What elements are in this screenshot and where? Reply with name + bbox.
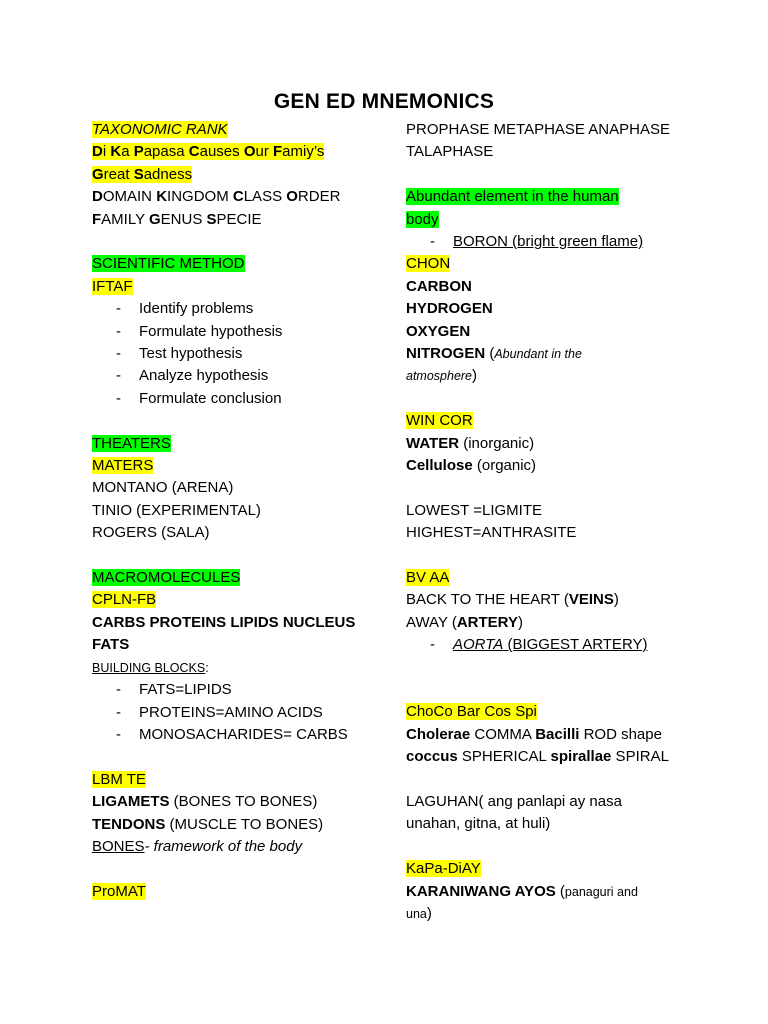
initial-letter: F [273, 143, 283, 161]
theaters-code: MATERS [92, 457, 154, 475]
taxonomic-mnemonic-line2 [92, 166, 192, 183]
macromolecules-bold-line: CARBS PROTEINS LIPIDS NUCLEUS [92, 613, 356, 631]
abundant-heading: Abundant element in the human [406, 188, 619, 206]
choco-code: ChoCo Bar Cos Spi [406, 703, 537, 721]
coccus-term: coccus [406, 748, 458, 766]
initial-letter: G [92, 165, 104, 183]
bones-desc: - framework of the body [144, 837, 303, 855]
back-text: BACK TO THE HEART ( [406, 591, 569, 609]
spiral-text: SPIRAL [611, 748, 669, 766]
word-rest: reat [103, 165, 134, 183]
initial-letter: C [188, 143, 200, 161]
cholerae-term: Cholerae [406, 725, 471, 743]
word-rest: auses [199, 143, 244, 161]
taxonomic-heading: TAXONOMIC RANK [92, 121, 228, 138]
initial-letter: K [156, 188, 168, 206]
word-rest: PECIE [216, 210, 262, 228]
word-rest: i [102, 143, 111, 161]
theaters-heading: THEATERS [92, 434, 171, 452]
bones-term: BONES [92, 837, 145, 855]
initial-letter: S [206, 210, 217, 228]
laguhan-line2: unahan, gitna, at huli) [406, 815, 551, 833]
taxonomic-mnemonic [92, 143, 324, 160]
macromolecules-heading: MACROMOLECULES [92, 569, 241, 587]
karaniwang-note: panaguri and [564, 884, 638, 899]
boron-item: BORON (bright green flame) [453, 233, 644, 251]
ligaments-term: LIGAMETS [92, 793, 170, 811]
initial-letter: O [243, 143, 256, 161]
nitrogen-note-line2: atmosphere [406, 369, 473, 384]
veins-term: VEINS [568, 591, 614, 609]
abundant-heading-line2: body [406, 210, 439, 228]
bvaa-code: BV AA [406, 569, 450, 587]
list-item: - Formulate hypothesis [92, 321, 382, 343]
initial-letter: D [92, 143, 103, 161]
left-column [92, 119, 382, 903]
lbm-code: LBM TE [92, 770, 146, 788]
taxonomic-expansion-line2 [92, 209, 382, 231]
initial-letter: C [232, 188, 244, 206]
initial-letter: D [92, 188, 103, 206]
text-line: TINIO (EXPERIMENTAL) [92, 501, 261, 519]
word-rest: LASS [243, 188, 287, 206]
word-rest: OMAIN [102, 188, 157, 206]
ligaments-desc: (BONES TO BONES) [169, 793, 318, 811]
water-desc: (inorganic) [459, 434, 535, 452]
initial-letter: S [133, 165, 144, 183]
paren: ) [472, 367, 478, 385]
tendons-term: TENDONS [92, 815, 166, 833]
word-rest: apasa [143, 143, 189, 161]
initial-letter: P [133, 143, 144, 161]
initial-letter: O [286, 188, 298, 206]
right-column [406, 119, 706, 926]
paren: ( [555, 882, 565, 900]
comma-text: COMMA [470, 725, 536, 743]
macromolecules-code: CPLN-FB [92, 591, 157, 609]
highest-line: HIGHEST=ANTHRASITE [406, 524, 577, 542]
macromolecules-bold-line2: FATS [92, 636, 130, 654]
tendons-desc: (MUSCLE TO BONES) [165, 815, 324, 833]
lowest-line: LOWEST =LIGMITE [406, 501, 543, 519]
bacilli-term: Bacilli [535, 725, 580, 743]
word-rest: AMILY [101, 210, 149, 228]
paren: ) [613, 591, 619, 609]
spherical-text: SPHERICAL [457, 748, 551, 766]
word-rest: INGDOM [167, 188, 233, 206]
chon-code: CHON [406, 255, 451, 273]
aorta-term: AORTA [453, 636, 504, 654]
word-rest: RDER [297, 188, 341, 206]
carbon-term: CARBON [406, 277, 472, 295]
text-line: ROGERS (SALA) [92, 524, 210, 542]
nitrogen-term: NITROGEN [406, 345, 486, 363]
away-text: AWAY ( [406, 613, 457, 631]
text-line: MONTANO (ARENA) [92, 479, 234, 497]
word-rest: a [121, 143, 134, 161]
spirallae-term: spirallae [550, 748, 612, 766]
word-rest: amiy’s [282, 143, 325, 161]
cellulose-desc: (organic) [472, 457, 537, 475]
initial-letter: K [110, 143, 122, 161]
taxonomic-expansion [92, 186, 382, 208]
paren: ( [485, 345, 495, 363]
initial-letter: F [92, 210, 102, 228]
phases-line: PROPHASE METAPHASE ANAPHASE [406, 121, 670, 138]
hydrogen-term: HYDROGEN [406, 300, 493, 318]
wincor-code: WIN COR [406, 412, 473, 430]
word-rest: adness [143, 165, 193, 183]
aorta-desc: (BIGGEST ARTERY) [503, 636, 648, 654]
list-item: - Test hypothesis [92, 343, 382, 365]
laguhan-line: LAGUHAN( ang panlapi ay nasa [406, 793, 622, 811]
karaniwang-term: KARANIWANG AYOS [406, 882, 556, 900]
building-blocks-label: BUILDING BLOCKS [92, 660, 206, 675]
list-item: - PROTEINS=AMINO ACIDS [92, 702, 382, 724]
initial-letter: G [148, 210, 161, 228]
rod-text: ROD shape [579, 725, 662, 743]
colon: : [205, 660, 209, 675]
word-rest: ENUS [160, 210, 207, 228]
paren: ) [517, 613, 523, 631]
artery-term: ARTERY [456, 613, 518, 631]
promat-code: ProMAT [92, 882, 146, 900]
scientific-code: IFTAF [92, 277, 133, 295]
oxygen-term: OXYGEN [406, 322, 471, 340]
list-item: - MONOSACHARIDES= CARBS [92, 724, 382, 746]
phases-line2: TALAPHASE [406, 143, 494, 161]
list-item: - Identify problems [92, 298, 382, 320]
nitrogen-note: Abundant in the [494, 347, 582, 362]
list-item: - FATS=LIPIDS [92, 679, 382, 701]
scientific-heading: SCIENTIFIC METHOD [92, 255, 245, 273]
page-title: GEN ED MNEMONICS [273, 90, 495, 113]
list-item: - Analyze hypothesis [92, 365, 382, 387]
list-item: - Formulate conclusion [92, 388, 382, 410]
paren: ) [426, 905, 432, 923]
karaniwang-note-line2: una [406, 907, 427, 922]
kapa-code: KaPa-DiAY [406, 860, 481, 878]
word-rest: ur [255, 143, 273, 161]
water-term: WATER [406, 434, 460, 452]
cellulose-term: Cellulose [406, 457, 473, 475]
